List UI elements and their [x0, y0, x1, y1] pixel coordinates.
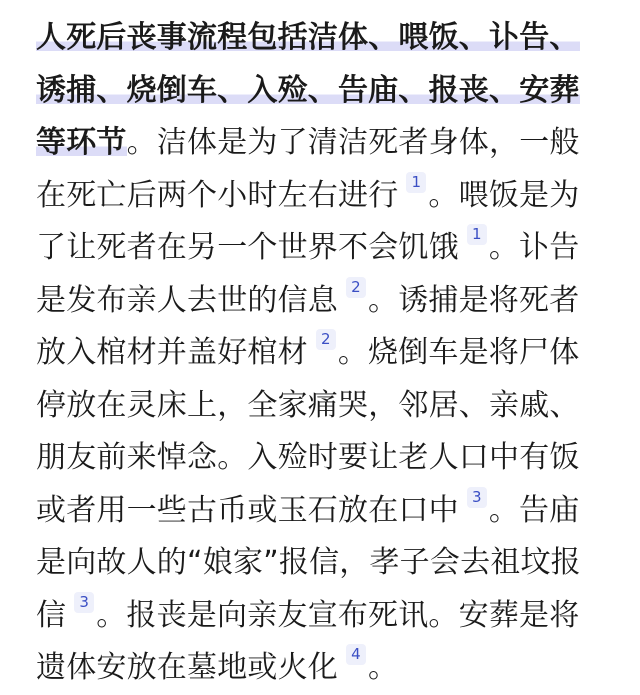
sentence: 。喂饭是为了让死者在另一个世界不会饥饿: [36, 177, 580, 265]
citation-badge[interactable]: 2: [346, 277, 366, 298]
citation-badge[interactable]: 4: [346, 644, 366, 665]
citation-badge[interactable]: 3: [74, 592, 94, 613]
citation-badge[interactable]: 1: [467, 224, 487, 245]
sentence: 。烧倒车是将尸体停放在灵床上，全家痛哭，邻居、亲戚、朋友前来悼念。入殓时要让老人口中有饭或者用一些古币或玉石放在口中: [36, 335, 580, 528]
sentence: 。讣告是发布亲人去世的信息: [36, 230, 580, 318]
answer-paragraph: [36, 12, 608, 695]
citation-badge[interactable]: 3: [467, 487, 487, 508]
sentence: 。报丧是向亲友宣布死讯。安葬是将遗体安放在墓地或火化: [36, 597, 580, 685]
sentence: 。告庙是向故人的“娘家”报信，孝子会去祖坟报信: [36, 492, 581, 633]
citation-badge[interactable]: 1: [406, 172, 426, 193]
citation-badge[interactable]: 2: [316, 329, 336, 350]
sentence: 。诱捕是将死者放入棺材并盖好棺材: [36, 282, 580, 370]
summary-highlight: 人死后丧事流程包括洁体、喂饭、讣告、诱捕、烧倒车、入殓、告庙、报丧、安葬等环节: [36, 20, 580, 160]
sentence: 。洁体是为了清洁死者身体，一般在死亡后两个小时左右进行: [36, 125, 580, 213]
sentence-end: 。: [368, 650, 399, 685]
